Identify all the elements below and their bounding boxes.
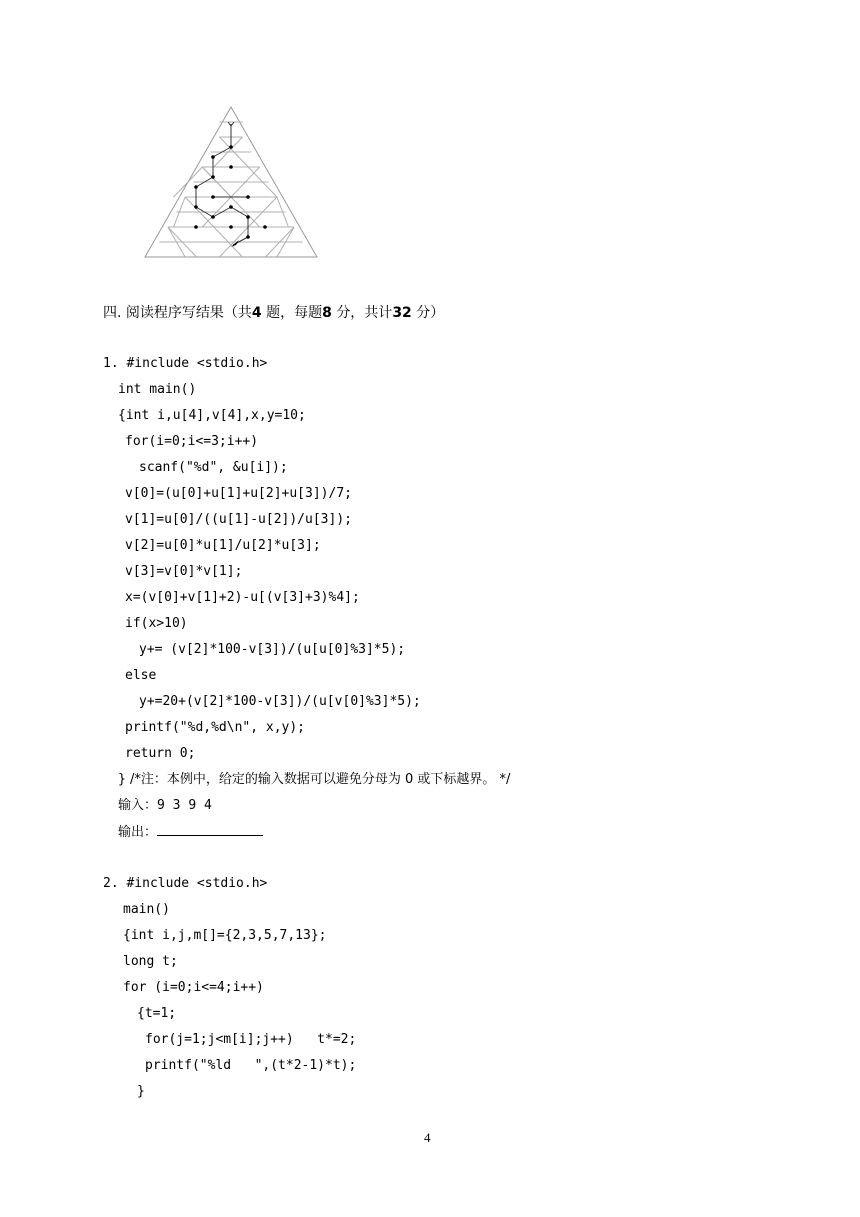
problem1-comment-line: } /*注：本例中，给定的输入数据可以避免分母为 0 或下标越界。 */ [118, 772, 511, 787]
problem1-line-15: return 0; [125, 746, 196, 761]
triangle-grid-figure [140, 104, 322, 264]
problem1-line-12: else [125, 668, 157, 683]
problem2-line-7: printf("%ld ",(t*2-1)*t); [145, 1058, 357, 1073]
answer-blank [157, 824, 263, 836]
problem1-line-4: scanf("%d", &u[i]); [139, 460, 288, 475]
problem2-line-2: {int i,j,m[]={2,3,5,7,13}; [123, 928, 327, 943]
problem1-line-0: 1. #include <stdio.h> [103, 356, 268, 371]
problem1-output-line: 输出： [118, 824, 263, 841]
page-number: 4 [424, 1130, 431, 1145]
problem2-line-1: main() [123, 902, 170, 917]
problem1-line-11: y+= (v[2]*100-v[3])/(u[u[0]%3]*5); [139, 642, 406, 657]
problem1-line-1: int main() [118, 382, 197, 397]
problem1-line-5: v[0]=(u[0]+u[1]+u[2]+u[3])/7; [125, 486, 352, 501]
problem2-line-5: {t=1; [137, 1006, 177, 1021]
section-heading: 四. 阅读程序写结果（共4 题，每题8 分，共计32 分） [103, 305, 445, 321]
problem1-line-10: if(x>10) [125, 616, 188, 631]
problem1-input-line: 输入：9 3 9 4 [118, 798, 212, 813]
problem1-line-8: v[3]=v[0]*v[1]; [125, 564, 243, 579]
problem1-line-7: v[2]=u[0]*u[1]/u[2]*u[3]; [125, 538, 321, 553]
problem2-line-4: for (i=0;i<=4;i++) [123, 980, 264, 995]
problem2-line-8: } [137, 1084, 145, 1099]
problem1-line-14: printf("%d,%d\n", x,y); [125, 720, 306, 735]
problem1-line-2: {int i,u[4],v[4],x,y=10; [118, 408, 306, 423]
problem2-line-6: for(j=1;j<m[i];j++) t*=2; [145, 1032, 357, 1047]
problem1-line-3: for(i=0;i<=3;i++) [125, 434, 259, 449]
problem2-line-3: long t; [123, 954, 178, 969]
problem1-line-9: x=(v[0]+v[1]+2)-u[(v[3]+3)%4]; [125, 590, 360, 605]
problem1-line-13: y+=20+(v[2]*100-v[3])/(u[v[0]%3]*5); [139, 694, 421, 709]
problem1-line-6: v[1]=u[0]/((u[1]-u[2])/u[3]); [125, 512, 352, 527]
problem2-line-0: 2. #include <stdio.h> [103, 876, 268, 891]
